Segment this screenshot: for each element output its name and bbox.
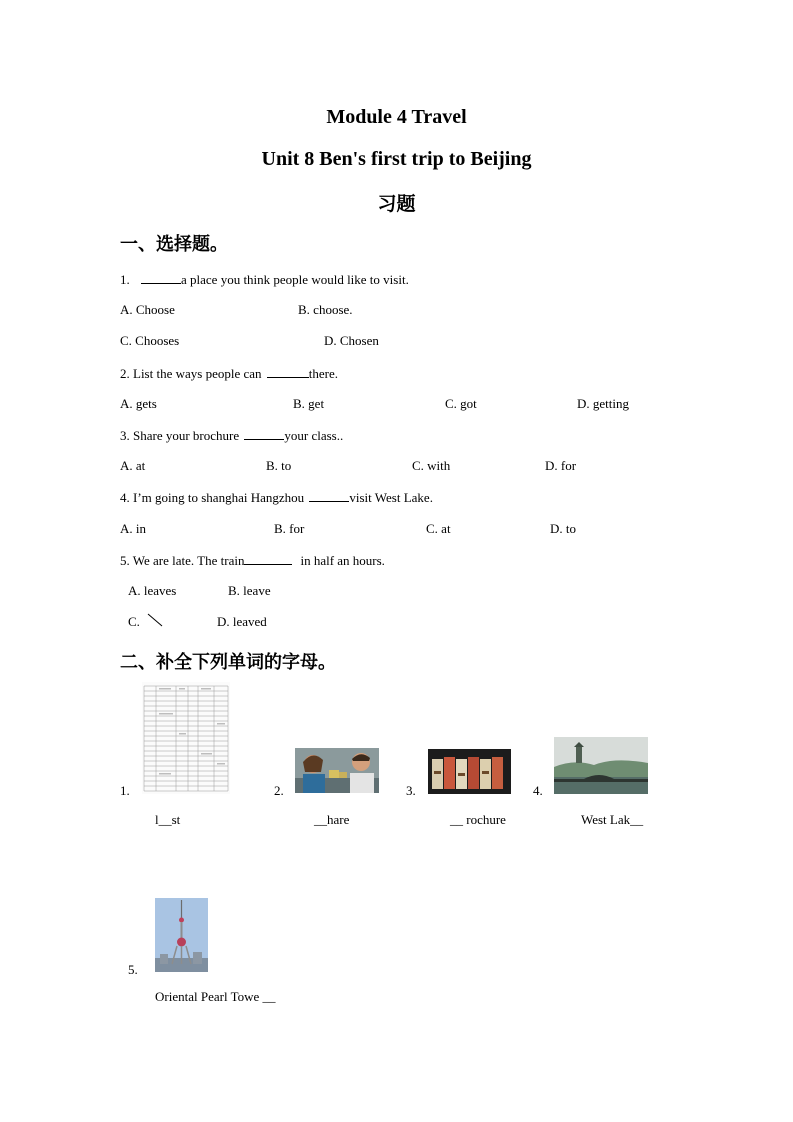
answer-blank[interactable] [309, 489, 349, 502]
option[interactable]: D. for [545, 458, 577, 473]
question-text: 1. [120, 272, 130, 287]
option[interactable]: C. Chooses [120, 333, 180, 348]
option[interactable]: B. leave [228, 583, 271, 598]
section-heading-choice: 一、选择题。 [120, 234, 228, 255]
sharing-couple-image [295, 748, 379, 793]
answer-blank[interactable] [141, 271, 181, 284]
question-text: there. [308, 366, 338, 381]
item-number: 5. [128, 962, 138, 977]
option[interactable]: C. at [426, 521, 451, 536]
pearl-tower-image [155, 898, 208, 972]
option[interactable]: C. got [445, 396, 477, 411]
answer-blank[interactable] [267, 365, 309, 378]
fill-word[interactable]: __hare [314, 812, 350, 827]
option[interactable]: B. to [266, 458, 292, 473]
question-1 [120, 271, 409, 288]
question-text: 3. Share your brochure [120, 428, 240, 443]
option[interactable]: A. at [120, 458, 146, 473]
exercise-title: 习题 [377, 193, 416, 215]
option[interactable]: A. in [120, 521, 146, 536]
question-text: a place you think people would like to visit. [181, 272, 409, 287]
west-lake-image [554, 737, 648, 794]
option[interactable] [128, 614, 140, 630]
option[interactable]: D. getting [577, 396, 629, 411]
option[interactable]: D. to [550, 521, 576, 536]
list-table-image [142, 682, 230, 794]
option[interactable]: B. for [274, 521, 305, 536]
option[interactable]: B. choose. [298, 302, 353, 317]
question-3 [120, 427, 343, 444]
question-text: 5. We are late. The train [120, 553, 245, 568]
option[interactable]: D. Chosen [324, 333, 379, 348]
fill-word[interactable]: __ rochure [450, 812, 506, 827]
fill-word[interactable]: Oriental Pearl Towe __ [155, 989, 276, 1004]
item-number: 3. [406, 783, 416, 798]
unit-title: Unit 8 Ben's first trip to Beijing [261, 148, 532, 170]
question-4 [120, 489, 433, 506]
question-text: 2. List the ways people can [120, 366, 262, 381]
option-label: C. [128, 614, 140, 629]
question-text: 4. I’m going to shanghai Hangzhou [120, 490, 305, 505]
diagonal-stroke-icon [146, 612, 164, 628]
question-text: visit West Lake. [349, 490, 433, 505]
answer-blank[interactable] [244, 427, 284, 440]
fill-word[interactable]: l__st [155, 812, 181, 827]
question-text: your class.. [284, 428, 344, 443]
item-number: 2. [274, 783, 284, 798]
option[interactable]: A. leaves [128, 583, 177, 598]
option[interactable]: B. get [293, 396, 325, 411]
section-heading-spelling: 二、补全下列单词的字母。 [120, 652, 336, 673]
option[interactable]: A. Choose [120, 302, 175, 317]
option[interactable]: C. with [412, 458, 451, 473]
answer-blank[interactable] [244, 552, 292, 565]
option[interactable]: D. leaved [217, 614, 267, 629]
item-number: 4. [533, 783, 543, 798]
fill-word[interactable]: West Lak__ [581, 812, 644, 827]
question-5 [120, 552, 385, 569]
page-title: Module 4 Travel [326, 106, 467, 128]
question-text: in half an hours. [300, 553, 385, 568]
question-2 [120, 365, 338, 382]
option[interactable]: A. gets [120, 396, 157, 411]
item-number: 1. [120, 783, 130, 798]
brochure-image [428, 749, 511, 794]
